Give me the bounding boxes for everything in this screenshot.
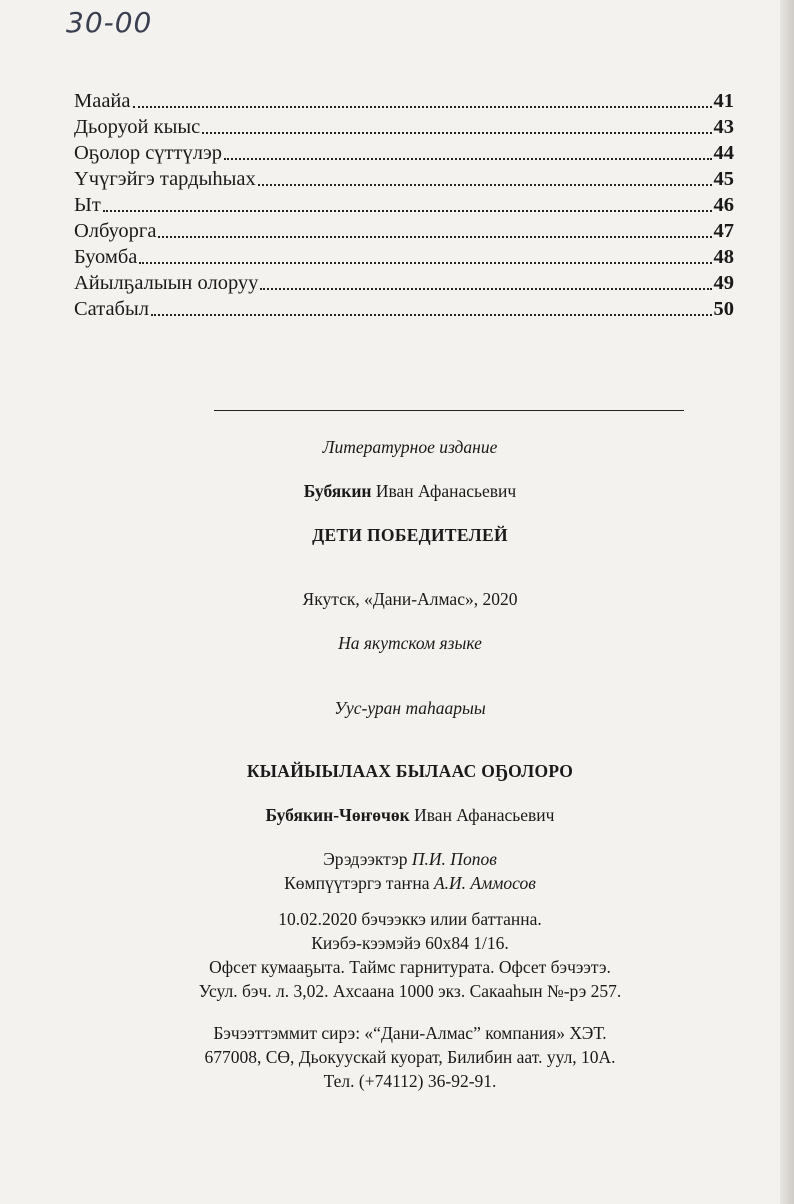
print-line-4: Усул. бэч. л. 3,02. Ахсаана 1000 экз. Сакааһын №-рэ 257. — [198, 981, 622, 1001]
author-yakut-surname: Бубякин-Чөҥөчөк — [265, 805, 410, 825]
toc-row — [74, 296, 734, 322]
toc-row — [74, 244, 734, 270]
separator-rule — [214, 410, 684, 411]
toc-row — [74, 114, 734, 140]
toc-leader — [202, 132, 711, 134]
toc-page: 47 — [713, 220, 734, 242]
toc-leader — [260, 288, 711, 290]
editor-label: Эрэдээктэр — [323, 849, 412, 869]
editor-name: П.И. Попов — [411, 849, 497, 869]
toc-leader — [139, 262, 711, 264]
language-note: На якутском языке — [338, 633, 482, 653]
layout-label: Көмпүүтэргэ таҥна — [284, 873, 434, 893]
toc-leader — [224, 158, 712, 160]
toc-title: Ыт — [74, 194, 101, 216]
author-ru — [120, 480, 700, 503]
title-yakut: КЫАЙЫЫЛААХ БЫЛААС ОҔОЛОРО — [246, 761, 574, 781]
toc-page: 43 — [713, 116, 734, 138]
toc-leader — [258, 184, 712, 186]
author-ru-names: Иван Афанасьевич — [371, 481, 517, 501]
printer-line-1: Бэчээттэммит сирэ: «“Дани-Алмас” компания» ХЭТ. — [213, 1023, 607, 1043]
layout-name: А.И. Аммосов — [433, 873, 536, 893]
toc-title: Сатабыл — [74, 298, 149, 320]
toc-title: Дьоруой кыыс — [74, 116, 201, 138]
toc-page: 49 — [713, 272, 734, 294]
table-of-contents — [74, 88, 734, 322]
print-line-2: Киэбэ-кээмэйэ 60х84 1/16. — [311, 933, 509, 953]
toc-title: Олбуорга — [74, 220, 157, 242]
author-yakut — [120, 804, 700, 827]
print-line-3: Офсет кумааҕыта. Таймс гарнитурата. Офсет бэчээтэ. — [209, 957, 611, 977]
toc-row — [74, 218, 734, 244]
toc-leader — [151, 314, 712, 316]
toc-leader — [158, 236, 711, 238]
toc-page: 44 — [713, 142, 734, 164]
toc-row — [74, 192, 734, 218]
toc-title: Үчүгэйгэ тардыһыах — [74, 168, 256, 190]
toc-title: Оҕолор сүттүлэр — [74, 142, 222, 164]
toc-row — [74, 270, 734, 296]
toc-row — [74, 140, 734, 166]
layout-line — [120, 872, 700, 895]
toc-row — [74, 166, 734, 192]
printer-line-3: Тел. (+74112) 36-92-91. — [323, 1071, 497, 1091]
toc-leader — [103, 210, 712, 212]
author-yakut-names: Иван Афанасьевич — [409, 805, 555, 825]
author-ru-surname: Бубякин — [303, 481, 372, 501]
toc-page: 45 — [713, 168, 734, 190]
toc-leader — [133, 106, 712, 108]
genre-yakut: Уус-уран таһаарыы — [334, 698, 486, 718]
handwritten-price-note: 30-00 — [66, 6, 153, 39]
toc-page: 48 — [713, 246, 734, 268]
toc-title: Буомба — [74, 246, 138, 268]
toc-title: Айылҕалыын олоруу — [74, 272, 259, 294]
toc-page: 50 — [713, 298, 734, 320]
page-edge — [780, 0, 794, 1204]
toc-page: 46 — [713, 194, 734, 216]
printer-line-2: 677008, СӨ, Дьокуускай куорат, Билибин аат. уул, 10А. — [204, 1047, 616, 1067]
toc-row — [74, 88, 734, 114]
toc-title: Маайа — [74, 90, 131, 112]
toc-page: 41 — [713, 90, 734, 112]
title-ru: ДЕТИ ПОБЕДИТЕЛЕЙ — [312, 525, 508, 545]
print-line-1: 10.02.2020 бэчээккэ илии баттанна. — [278, 909, 542, 929]
edition-type: Литературное издание — [322, 437, 498, 457]
imprint-ru: Якутск, «Дани-Алмас», 2020 — [302, 589, 518, 609]
editor-line — [120, 848, 700, 871]
